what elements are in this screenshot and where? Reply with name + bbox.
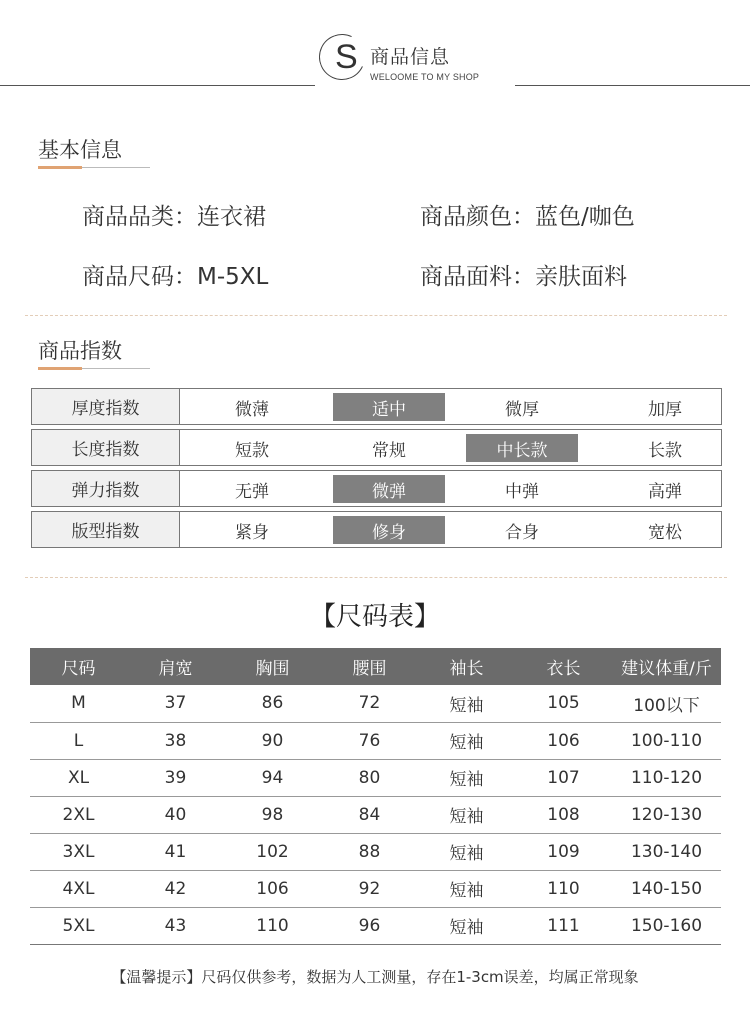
table-cell: 102	[224, 833, 321, 870]
table-cell: 100以下	[612, 685, 721, 722]
table-cell: 42	[127, 870, 224, 907]
index-row-label: 弹力指数	[32, 471, 180, 506]
table-cell: 40	[127, 796, 224, 833]
table-cell: M	[30, 685, 127, 722]
table-cell: 150-160	[612, 907, 721, 944]
index-row-label: 版型指数	[32, 512, 180, 547]
table-cell: 短袖	[418, 833, 515, 870]
table-cell: 90	[224, 722, 321, 759]
table-cell: 106	[224, 870, 321, 907]
table-cell: 短袖	[418, 907, 515, 944]
size-column-header: 胸围	[224, 648, 321, 685]
page-title: 商品信息	[370, 46, 451, 68]
table-cell: 98	[224, 796, 321, 833]
index-option: 宽松	[648, 522, 682, 543]
section-divider	[25, 315, 727, 316]
info-color: 商品颜色：蓝色/咖色	[420, 204, 635, 230]
index-option: 短款	[235, 440, 269, 461]
table-cell: 110	[224, 907, 321, 944]
logo-letter: S	[335, 38, 358, 76]
table-cell: 短袖	[418, 685, 515, 722]
size-chart-title: 【尺码表】	[309, 602, 440, 632]
table-cell: 86	[224, 685, 321, 722]
shop-logo	[315, 30, 515, 86]
table-cell: 37	[127, 685, 224, 722]
size-column-header: 袖长	[418, 648, 515, 685]
heading-rule	[82, 368, 150, 369]
table-cell: 72	[321, 685, 418, 722]
table-cell: 84	[321, 796, 418, 833]
info-fabric: 商品面料：亲肤面料	[420, 264, 627, 290]
table-cell: XL	[30, 759, 127, 796]
size-column-header: 尺码	[30, 648, 127, 685]
table-cell: 短袖	[418, 796, 515, 833]
index-option: 无弹	[235, 481, 269, 502]
index-option: 合身	[505, 522, 539, 543]
table-cell: 111	[515, 907, 612, 944]
table-cell: 108	[515, 796, 612, 833]
table-cell: L	[30, 722, 127, 759]
table-row	[30, 833, 721, 870]
size-table-body	[30, 685, 721, 944]
tip-text: 【温馨提示】尺码仅供参考，数据为人工测量，存在1-3cm误差，均属正常现象	[111, 968, 639, 986]
index-row	[31, 470, 722, 507]
table-cell: 94	[224, 759, 321, 796]
size-table-header	[30, 648, 721, 685]
table-cell: 39	[127, 759, 224, 796]
table-cell: 短袖	[418, 759, 515, 796]
table-cell: 96	[321, 907, 418, 944]
index-option: 微薄	[235, 399, 269, 420]
table-cell: 92	[321, 870, 418, 907]
index-option: 微厚	[505, 399, 539, 420]
index-option: 中弹	[505, 481, 539, 502]
table-cell: 2XL	[30, 796, 127, 833]
index-option-selected: 微弹	[333, 475, 445, 503]
size-table	[30, 648, 721, 945]
index-row	[31, 429, 722, 466]
table-cell: 140-150	[612, 870, 721, 907]
size-column-header: 衣长	[515, 648, 612, 685]
index-row-label: 厚度指数	[32, 389, 180, 424]
table-cell: 38	[127, 722, 224, 759]
table-row	[30, 870, 721, 907]
table-cell: 106	[515, 722, 612, 759]
size-column-header: 建议体重/斤	[612, 648, 721, 685]
table-row	[30, 907, 721, 944]
table-cell: 5XL	[30, 907, 127, 944]
table-cell: 41	[127, 833, 224, 870]
table-cell: 4XL	[30, 870, 127, 907]
table-cell: 76	[321, 722, 418, 759]
index-option: 常规	[372, 440, 406, 461]
heading-accent	[38, 166, 82, 169]
table-cell: 短袖	[418, 870, 515, 907]
table-cell: 80	[321, 759, 418, 796]
info-category: 商品品类：连衣裙	[82, 204, 266, 230]
table-row	[30, 796, 721, 833]
table-cell: 110	[515, 870, 612, 907]
section-divider	[25, 577, 727, 578]
index-option: 高弹	[648, 481, 682, 502]
size-column-header: 腰围	[321, 648, 418, 685]
index-row	[31, 388, 722, 425]
table-row	[30, 685, 721, 722]
heading-accent	[38, 367, 82, 370]
index-option-selected: 中长款	[466, 434, 578, 462]
table-cell: 130-140	[612, 833, 721, 870]
table-cell: 88	[321, 833, 418, 870]
table-cell: 105	[515, 685, 612, 722]
table-cell: 120-130	[612, 796, 721, 833]
index-option: 紧身	[235, 522, 269, 543]
table-cell: 107	[515, 759, 612, 796]
table-cell: 109	[515, 833, 612, 870]
index-option-selected: 适中	[333, 393, 445, 421]
table-cell: 100-110	[612, 722, 721, 759]
index-option: 加厚	[648, 399, 682, 420]
index-option: 长款	[648, 440, 682, 461]
heading-rule	[82, 167, 150, 168]
index-heading: 商品指数	[38, 339, 122, 363]
index-row-label: 长度指数	[32, 430, 180, 465]
index-row	[31, 511, 722, 548]
index-option-selected: 修身	[333, 516, 445, 544]
info-size: 商品尺码：M-5XL	[82, 264, 269, 290]
table-cell: 3XL	[30, 833, 127, 870]
table-cell: 110-120	[612, 759, 721, 796]
table-row	[30, 759, 721, 796]
table-cell: 43	[127, 907, 224, 944]
table-row	[30, 722, 721, 759]
basic-info-heading: 基本信息	[38, 138, 122, 162]
table-cell: 短袖	[418, 722, 515, 759]
page-subtitle: WELOOME TO MY SHOP	[370, 72, 480, 82]
size-column-header: 肩宽	[127, 648, 224, 685]
